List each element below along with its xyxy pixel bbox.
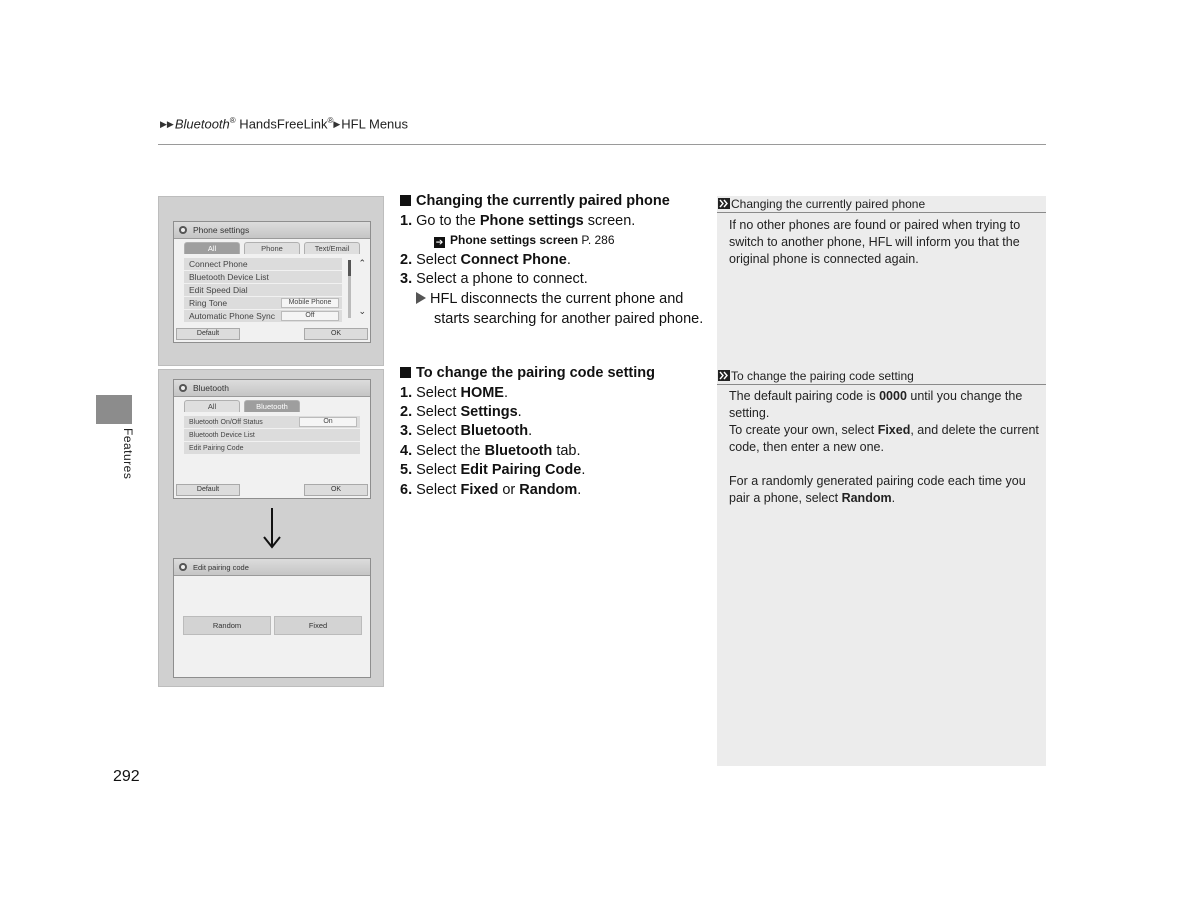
- section1-step-2: 2. Select Connect Phone.: [400, 252, 571, 268]
- section1-result: HFL disconnects the current phone and starts searching for another paired phone.: [416, 290, 706, 329]
- sync-value: Off: [281, 311, 339, 321]
- status-value: On: [299, 417, 357, 427]
- phone-settings-screen: [173, 221, 371, 343]
- note1-heading: [717, 196, 1046, 213]
- tab-all[interactable]: All: [184, 242, 240, 254]
- menu-item-bluetooth-device-list[interactable]: [184, 271, 342, 283]
- breadcrumb-handsfreelink: HandsFreeLink: [235, 116, 328, 132]
- menu-list: [174, 254, 370, 322]
- random-button[interactable]: Random: [183, 616, 271, 635]
- result-arrow-icon: [416, 292, 426, 304]
- menu-item-ring-tone[interactable]: [184, 297, 342, 309]
- ring-tone-value: Mobile Phone: [281, 298, 339, 308]
- note-icon: [718, 370, 730, 381]
- menu-item-bluetooth-status[interactable]: [184, 416, 360, 428]
- screen-footer: [176, 328, 368, 340]
- scroll-down-icon[interactable]: ⌄: [358, 306, 366, 316]
- section2-heading-text: To change the pairing code setting: [416, 365, 656, 381]
- note-icon: [718, 198, 730, 209]
- square-bullet-icon: [400, 195, 411, 206]
- menu-item-bluetooth-device-list[interactable]: [184, 429, 360, 441]
- note1-heading-text: Changing the currently paired phone: [731, 197, 926, 211]
- edit-pairing-code-screen: [173, 558, 371, 678]
- fixed-button[interactable]: Fixed: [274, 616, 362, 635]
- back-icon: [179, 384, 187, 392]
- tab-bluetooth[interactable]: Bluetooth: [244, 400, 300, 412]
- menu-item-label: Ring Tone: [189, 298, 228, 308]
- reference-icon: ➔: [435, 237, 444, 247]
- menu-item-label: Automatic Phone Sync: [189, 311, 275, 321]
- header-rule: [158, 144, 1046, 145]
- menu-item-label: Connect Phone: [189, 259, 248, 269]
- screen-title-bar: [174, 559, 370, 576]
- down-arrow-icon: [259, 506, 285, 550]
- section2-step-5: 5. Select Edit Pairing Code.: [400, 462, 586, 478]
- screen-title: Bluetooth: [193, 383, 229, 393]
- note2-heading: [717, 368, 1046, 385]
- section2-step-2: 2. Select Settings.: [400, 404, 522, 420]
- scrollbar-thumb[interactable]: [348, 260, 351, 276]
- page-number: 292: [113, 768, 140, 785]
- back-icon: [179, 226, 187, 234]
- menu-item-connect-phone[interactable]: [184, 258, 342, 270]
- section1-heading-text: Changing the currently paired phone: [416, 193, 670, 209]
- back-icon: [179, 563, 187, 571]
- ok-button[interactable]: OK: [304, 328, 368, 340]
- screen-title: Phone settings: [193, 225, 250, 235]
- screen-footer: [176, 484, 368, 496]
- breadcrumb-bluetooth: Bluetooth: [174, 116, 230, 132]
- registered-mark: ®: [229, 116, 236, 125]
- section1-step-1: 1. Go to the Phone settings screen.: [400, 213, 636, 229]
- note2-paragraph-2: To create your own, select Fixed, and delete the current code, then enter a new one.: [729, 423, 1039, 454]
- tab-bar: [174, 397, 370, 412]
- registered-mark: ®: [327, 116, 334, 125]
- tab-phone[interactable]: Phone: [244, 242, 300, 254]
- ok-button[interactable]: OK: [304, 484, 368, 496]
- section2-step-6: 6. Select Fixed or Random.: [400, 482, 582, 498]
- note1-body: If no other phones are found or paired when trying to switch to another phone, HFL will inform you that the original phone is connected again.: [729, 218, 1021, 266]
- tab-text-email[interactable]: Text/Email: [304, 242, 360, 254]
- bluetooth-screen: [173, 379, 371, 499]
- menu-item-edit-speed-dial[interactable]: [184, 284, 342, 296]
- menu-list: [174, 412, 370, 454]
- section2-step-4: 4. Select the Bluetooth tab.: [400, 443, 581, 459]
- cross-reference[interactable]: ➔ Phone settings screen P. 286: [435, 233, 615, 247]
- screen-title-bar: [174, 222, 370, 239]
- menu-item-label: Edit Pairing Code: [189, 444, 244, 452]
- menu-item-edit-pairing-code[interactable]: [184, 442, 360, 454]
- phone-settings-screenshot: [158, 196, 384, 366]
- menu-item-label: Bluetooth On/Off Status: [189, 418, 263, 426]
- breadcrumb-arrow-icon: ▶▶: [160, 119, 174, 130]
- menu-item-label: Edit Speed Dial: [189, 285, 248, 295]
- note2-paragraph-1: The default pairing code is 0000 until you change the setting.: [729, 389, 1023, 420]
- bluetooth-screenshot: [158, 369, 384, 687]
- section2-step-1: 1. Select HOME.: [400, 385, 508, 401]
- screen-title-bar: [174, 380, 370, 397]
- section1-heading: [400, 193, 670, 209]
- section1-step-3: 3. Select a phone to connect.: [400, 271, 588, 287]
- square-bullet-icon: [400, 367, 411, 378]
- menu-item-automatic-phone-sync[interactable]: [184, 310, 342, 322]
- default-button[interactable]: Default: [176, 484, 240, 496]
- breadcrumb: [160, 116, 408, 131]
- breadcrumb-hfl-menus: HFL Menus: [341, 116, 409, 132]
- tab-bar: [174, 239, 370, 254]
- note2-paragraph-3: For a randomly generated pairing code each time you pair a phone, select Random.: [729, 474, 1026, 505]
- default-button[interactable]: Default: [176, 328, 240, 340]
- note2-heading-text: To change the pairing code setting: [731, 369, 914, 383]
- screen-title: Edit pairing code: [193, 562, 249, 572]
- section2-heading: [400, 365, 655, 381]
- breadcrumb-arrow-icon: ▶: [333, 119, 341, 130]
- menu-item-label: Bluetooth Device List: [189, 431, 255, 439]
- menu-item-label: Bluetooth Device List: [189, 272, 269, 282]
- tab-all[interactable]: All: [184, 400, 240, 412]
- section2-step-3: 3. Select Bluetooth.: [400, 423, 533, 439]
- scroll-up-icon[interactable]: ⌃: [358, 258, 366, 268]
- chapter-tab: [96, 395, 132, 424]
- chapter-label: Features: [121, 428, 135, 480]
